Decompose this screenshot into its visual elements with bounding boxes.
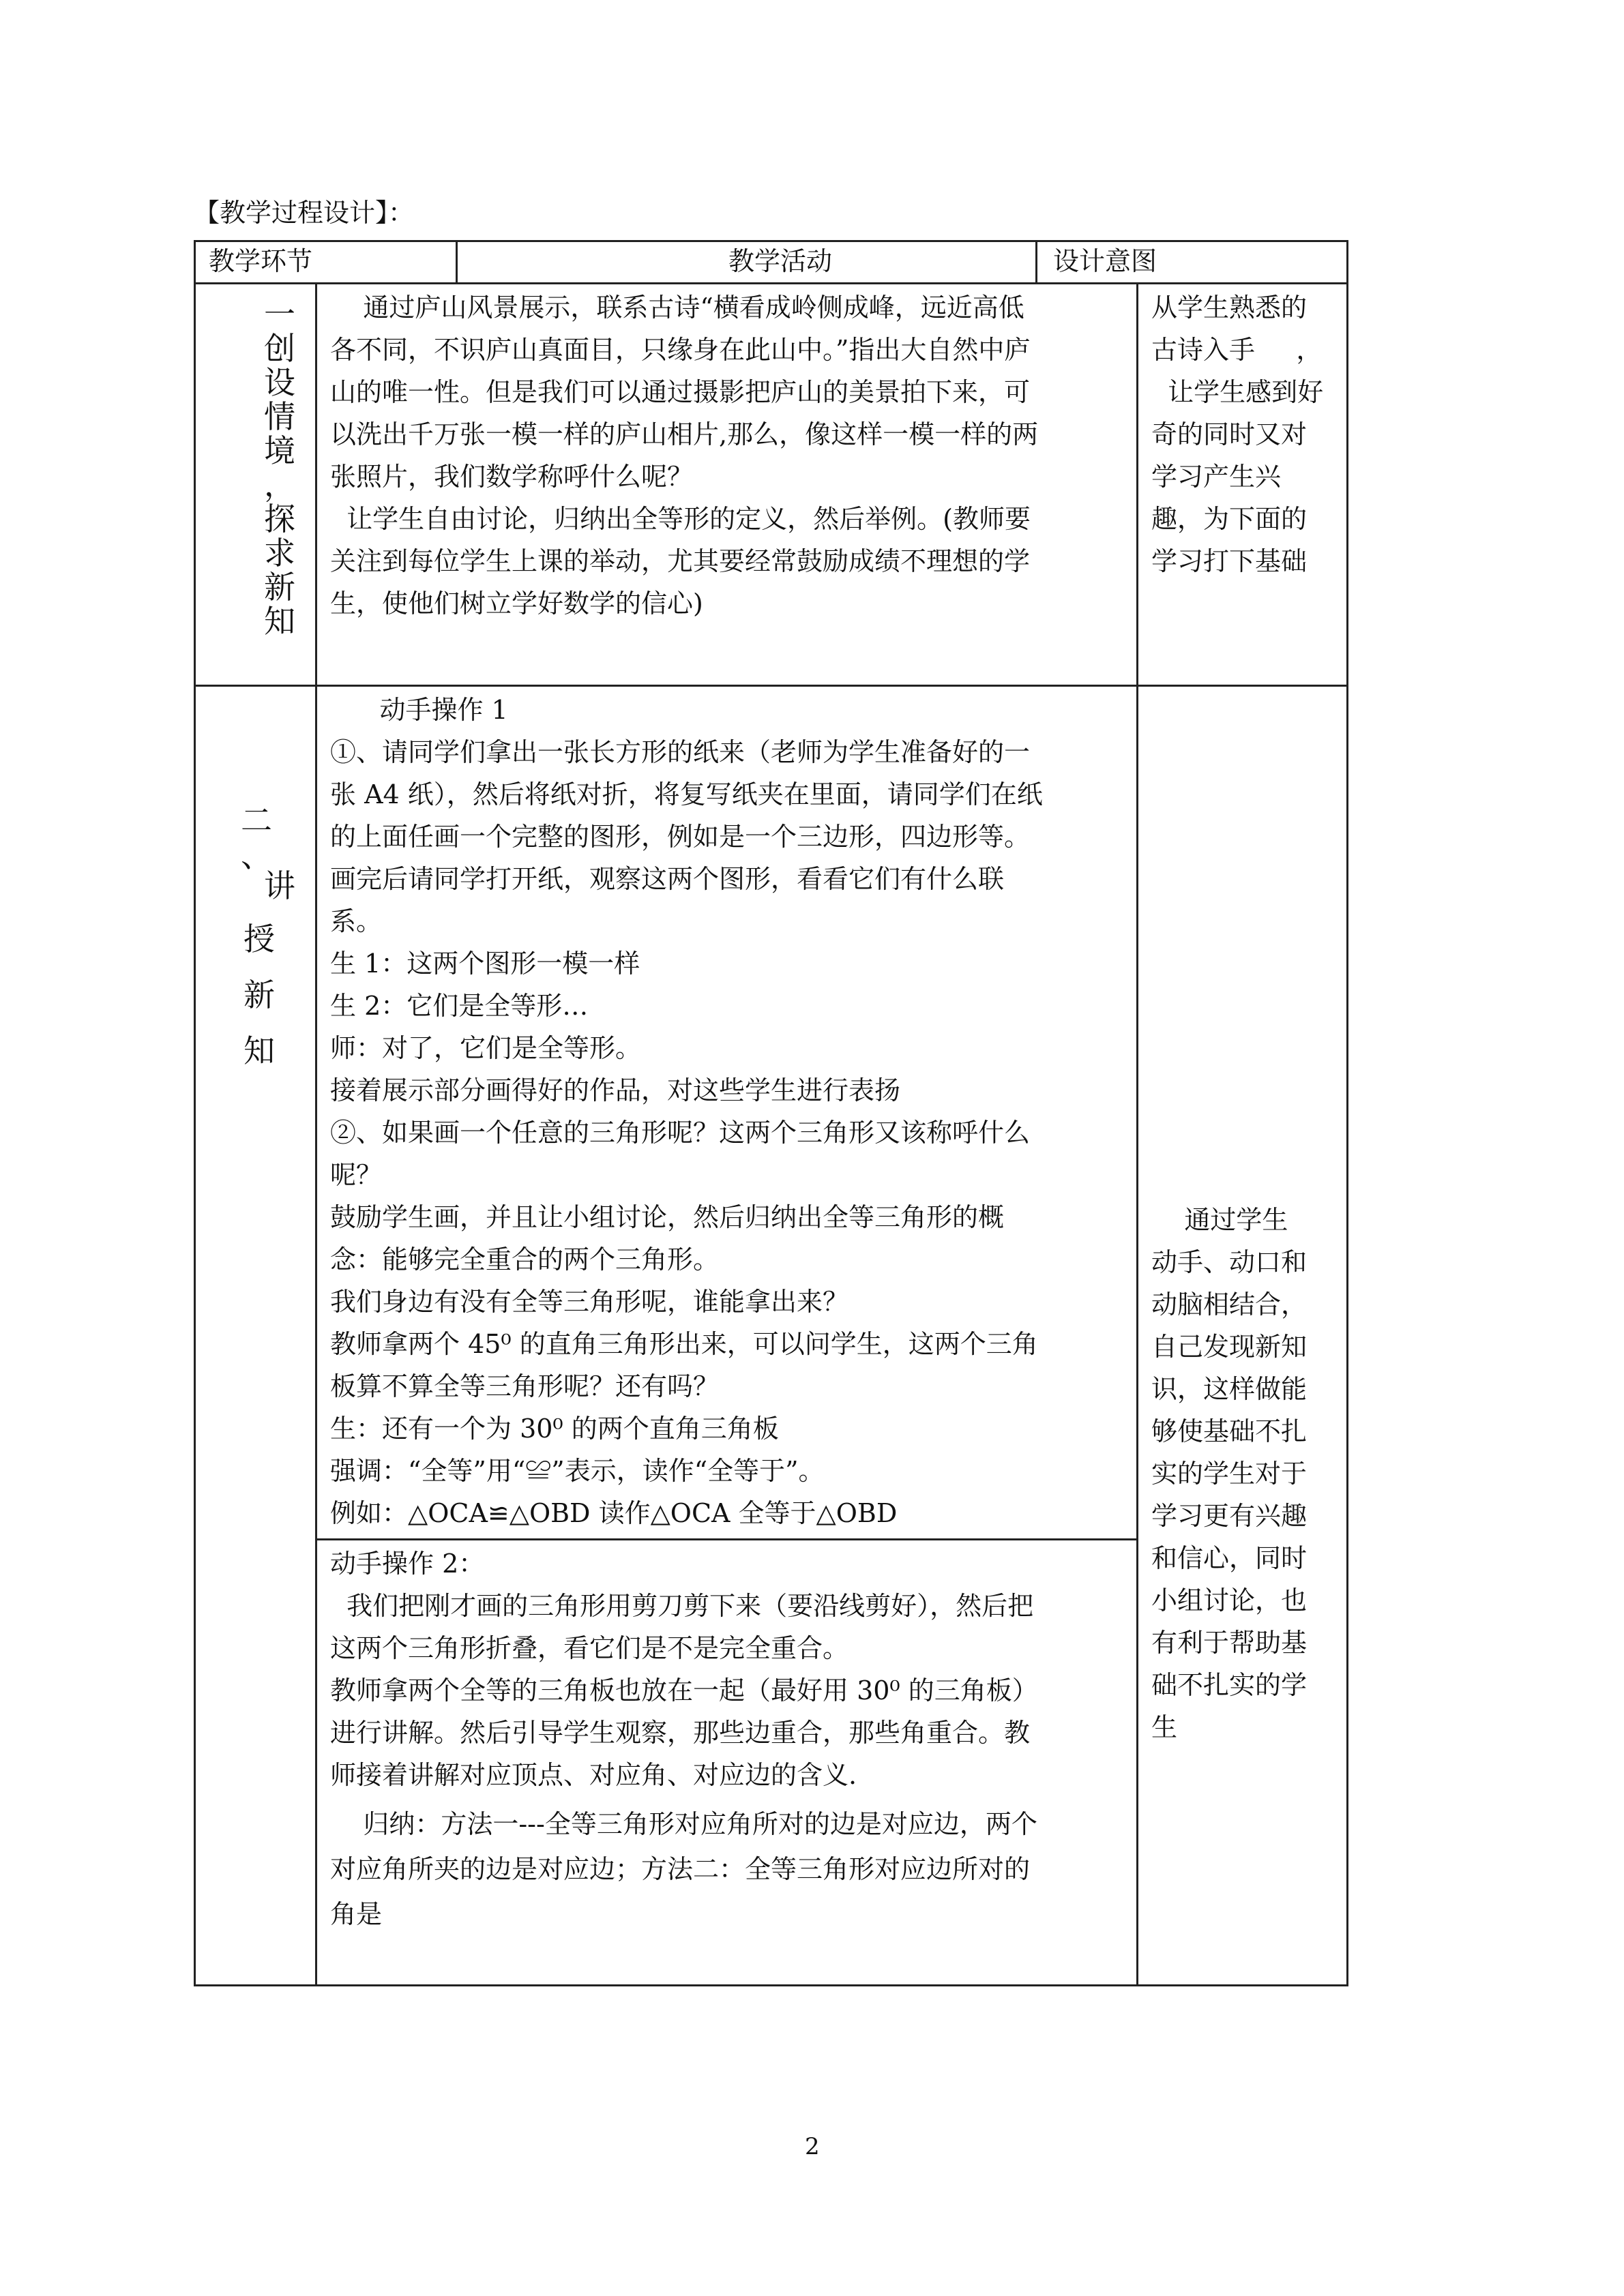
row2-intent-line: 生 — [1151, 1712, 1178, 1742]
row2-label-char: 、 — [241, 837, 272, 874]
row1-label-char: 一 — [264, 296, 295, 333]
row2-label-char: 讲 — [264, 867, 295, 904]
row2-summary-line: 归纳：方法一---全等三角形对应角所对的边是对应边，两个 — [330, 1809, 1037, 1839]
row1-label-char: 情 — [264, 398, 295, 435]
row2-activity2-line: 教师拿两个全等的三角板也放在一起（最好用 30⁰ 的三角板） — [330, 1675, 1038, 1705]
table-col-divider-2 — [1136, 282, 1138, 1986]
row1-label-char: 求 — [264, 535, 295, 571]
row2-activity-line: 鼓励学生画，并且让小组讨论，然后归纳出全等三角形的概 — [330, 1202, 1005, 1232]
row1-label-char: 创 — [264, 330, 295, 367]
row1-activity-line: 通过庐山风景展示，联系古诗“横看成岭侧成峰，远近高低 — [330, 293, 1024, 323]
row2-activity-line: 生：还有一个为 30⁰ 的两个直角三角板 — [330, 1414, 779, 1444]
row1-activity-line: 以洗出千万张一模一样的庐山相片,那么，像这样一模一样的两 — [330, 419, 1039, 449]
row2-intent-line: 通过学生 — [1151, 1205, 1288, 1235]
row2-activity-line: ①、请同学们拿出一张长方形的纸来（老师为学生准备好的一 — [330, 737, 1031, 767]
row2-label-char: 新 — [243, 976, 275, 1013]
row1-intent-line: 学习产生兴 — [1151, 462, 1282, 492]
row2-activity-line: 念：能够完全重合的两个三角形。 — [330, 1244, 720, 1274]
row2-intent-line: 自己发现新知 — [1151, 1332, 1308, 1362]
row1-label-char: 设 — [264, 364, 295, 401]
row2-activity-line: 张 A4 纸），然后将纸对折，将复写纸夹在里面，请同学们在纸 — [330, 779, 1043, 809]
row2-activity-line: 例如：△OCA≌△OBD 读作△OCA 全等于△OBD — [330, 1498, 898, 1528]
header-activity: 教学活动 — [728, 246, 833, 276]
row2-activity-line: 系。 — [330, 906, 383, 936]
row1-intent-line: 让学生感到好 — [1151, 377, 1324, 407]
row1-activity-line: 张照片，我们数学称呼什么呢？ — [330, 462, 694, 492]
row2-activity2-line: 动手操作 2： — [330, 1549, 485, 1579]
row2-intent-line: 和信心，同时 — [1151, 1543, 1308, 1573]
header-stage: 教学环节 — [209, 246, 313, 276]
section-heading: 【教学过程设计】： — [194, 198, 415, 228]
row2-summary-line: 角是 — [330, 1899, 383, 1929]
row1-activity-line: 让学生自由讨论，归纳出全等形的定义，然后举例。(教师要 — [330, 504, 1031, 534]
row1-intent-line: 奇的同时又对 — [1151, 419, 1308, 449]
row2-intent-line: 够使基础不扎 — [1151, 1416, 1308, 1446]
row2-label-char: 授 — [243, 921, 275, 957]
row1-label-char: 知 — [264, 603, 295, 640]
row2-activity2-line: 进行讲解。然后引导学生观察，那些边重合，那些角重合。教 — [330, 1718, 1031, 1748]
row2-activity-line: 生 2：它们是全等形… — [330, 991, 589, 1021]
row2-activity-line: 我们身边有没有全等三角形呢，谁能拿出来？ — [330, 1287, 849, 1317]
table-header-divider — [194, 282, 1348, 284]
row2-activity-line: 师：对了，它们是全等形。 — [330, 1033, 642, 1063]
row1-activity-line: 各不同，不识庐山真面目，只缘身在此山中。”指出大自然中庐 — [330, 335, 1031, 365]
row1-label-char: 探 — [264, 501, 295, 537]
row1-activity-line: 生，使他们树立学好数学的信心) — [330, 588, 703, 618]
row2-activity-line: 动手操作 1 — [330, 695, 508, 725]
row2-label-char: 二 — [241, 802, 272, 839]
table-border-left — [194, 240, 196, 1986]
row2-activity-line: 呢？ — [330, 1160, 383, 1190]
table-subcell-divider — [316, 1538, 1138, 1540]
row1-intent-line: 从学生熟悉的 — [1151, 293, 1308, 323]
row1-activity-line: 山的唯一性。但是我们可以通过摄影把庐山的美景拍下来，可 — [330, 377, 1031, 407]
table-row-divider — [194, 685, 1348, 687]
row1-label-char: 新 — [264, 569, 295, 606]
row1-label-char: ， — [264, 466, 295, 503]
page-number: 2 — [805, 2133, 820, 2160]
row2-activity-line: 教师拿两个 45⁰ 的直角三角形出来，可以问学生，这两个三角 — [330, 1329, 1038, 1359]
row2-intent-line: 动手、动口和 — [1151, 1247, 1308, 1277]
row1-intent-line: 古诗入手 ， — [1151, 335, 1323, 365]
table-header-divider-1 — [456, 240, 458, 284]
row2-summary-line: 对应角所夹的边是对应边；方法二：全等三角形对应边所对的 — [330, 1854, 1031, 1884]
row2-intent-line: 小组讨论，也 — [1151, 1585, 1308, 1615]
table-border-bottom — [194, 1984, 1348, 1986]
row2-intent-line: 动脑相结合， — [1151, 1289, 1308, 1320]
row2-activity2-line: 师接着讲解对应顶点、对应角、对应边的含义. — [330, 1760, 857, 1790]
row2-activity-line: 接着展示部分画得好的作品，对这些学生进行表扬 — [330, 1075, 901, 1105]
row2-activity-line: 强调：“全等”用“≌”表示，读作“全等于”。 — [330, 1456, 825, 1486]
row2-activity2-line: 我们把刚才画的三角形用剪刀剪下来（要沿线剪好），然后把 — [330, 1591, 1034, 1621]
row1-intent-line: 趣，为下面的 — [1151, 504, 1308, 534]
row1-label-char: 境 — [264, 432, 295, 469]
row1-intent-line: 学习打下基础 — [1151, 546, 1308, 576]
row2-intent-line: 实的学生对于 — [1151, 1459, 1308, 1489]
row2-activity-line: 画完后请同学打开纸，观察这两个图形，看看它们有什么联 — [330, 864, 1005, 894]
row2-activity-line: 板算不算全等三角形呢？还有吗？ — [330, 1371, 720, 1401]
table-col-divider-1 — [315, 282, 317, 1986]
row2-intent-line: 识，这样做能 — [1151, 1374, 1308, 1404]
row2-intent-line: 础不扎实的学 — [1151, 1670, 1308, 1700]
row2-activity-line: 的上面任画一个完整的图形，例如是一个三边形，四边形等。 — [330, 822, 1031, 852]
header-intent: 设计意图 — [1053, 246, 1157, 276]
row2-activity-line: 生 1：这两个图形一模一样 — [330, 949, 640, 979]
row2-label-char: 知 — [243, 1032, 275, 1069]
row2-activity2-line: 这两个三角形折叠，看它们是不是完全重合。 — [330, 1633, 849, 1663]
row2-intent-line: 有利于帮助基 — [1151, 1628, 1308, 1658]
row2-intent-line: 学习更有兴趣 — [1151, 1501, 1308, 1531]
table-border-right — [1346, 240, 1348, 1986]
row2-activity-line: ②、如果画一个任意的三角形呢？这两个三角形又该称呼什么 — [330, 1118, 1031, 1148]
row1-activity-line: 关注到每位学生上课的举动，尤其要经常鼓励成绩不理想的学 — [330, 546, 1031, 576]
table-header-divider-2 — [1035, 240, 1037, 284]
